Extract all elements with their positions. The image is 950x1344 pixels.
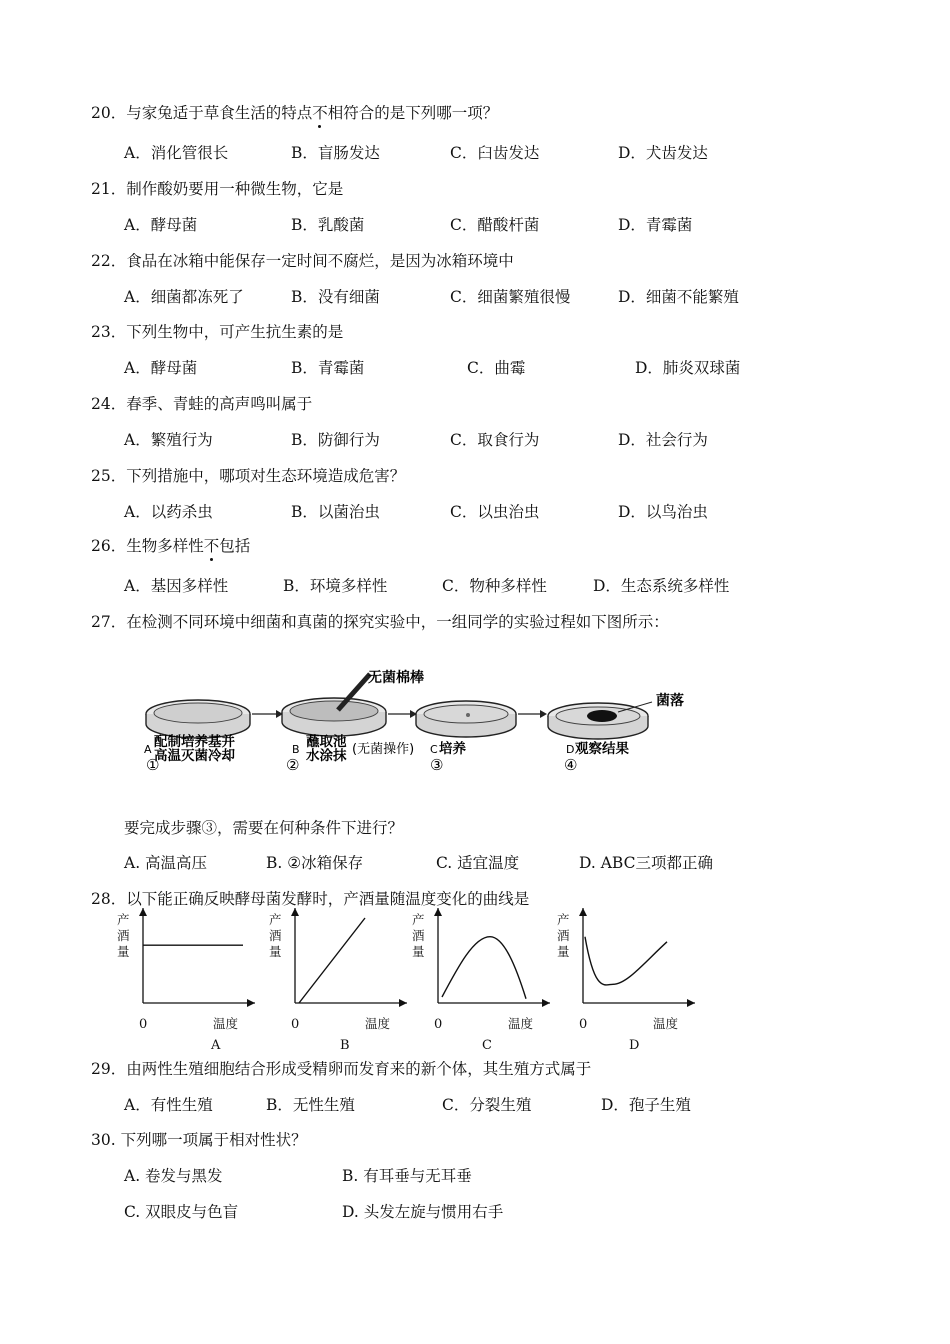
option-c[interactable]: C．细菌繁殖很慢 (450, 288, 571, 306)
option-b[interactable]: B．环境多样性 (283, 577, 388, 595)
y-axis-arrow (434, 908, 442, 916)
y-axis-arrow (139, 908, 147, 916)
question-21: 21．制作酸奶要用一种微生物，它是 (91, 180, 344, 198)
step-b-line1: 蘸取池 (306, 734, 347, 750)
y-axis-label-char: 酒 (269, 928, 282, 943)
chart-caption: D (629, 1038, 640, 1053)
option-c[interactable]: C．曲霉 (467, 359, 526, 377)
option-b[interactable]: B．乳酸菌 (291, 216, 365, 234)
options-20 (124, 141, 884, 163)
petri-dish-d (548, 702, 652, 739)
option-a[interactable]: A．基因多样性 (124, 577, 229, 595)
curve-c (442, 937, 526, 999)
option-c[interactable]: C．醋酸杆菌 (450, 216, 540, 234)
origin-label: 0 (579, 1017, 588, 1032)
option-b[interactable]: B．没有细菌 (291, 288, 380, 306)
origin-label: 0 (434, 1017, 443, 1032)
x-axis-label: 温度 (365, 1016, 391, 1031)
option-b[interactable]: B．以菌治虫 (291, 503, 380, 521)
step-num-2: ② (286, 756, 300, 774)
question-28: 28．以下能正确反映酵母菌发酵时，产酒量随温度变化的曲线是 (91, 890, 530, 908)
option-a[interactable]: A. 高温高压 (124, 854, 208, 872)
step-a-line1: 配制培养基并 (154, 734, 235, 750)
curve-d (585, 937, 667, 985)
option-c[interactable]: C．分裂生殖 (442, 1096, 532, 1114)
option-c[interactable]: C．以虫治虫 (450, 503, 540, 521)
y-axis-label-char: 酒 (412, 928, 425, 943)
question-26 (91, 534, 250, 556)
option-d[interactable]: D．生态系统多样性 (593, 577, 730, 595)
option-d[interactable]: D．犬齿发达 (618, 144, 708, 162)
colony (587, 710, 617, 722)
option-b[interactable]: B．防御行为 (291, 431, 380, 449)
x-axis-label: 温度 (213, 1016, 239, 1031)
y-axis-label-char: 量 (269, 944, 282, 959)
x-axis-arrow (399, 999, 407, 1007)
step-b-note: (无菌操作) (352, 742, 415, 757)
colony-label: 菌落 (656, 693, 684, 709)
petri-dish-c (416, 701, 516, 737)
question-22: 22．食品在冰箱中能保存一定时间不腐烂，是因为冰箱环境中 (91, 252, 514, 270)
x-axis-arrow (542, 999, 550, 1007)
y-axis-label-char: 量 (412, 944, 425, 959)
option-a[interactable]: A．以药杀虫 (124, 503, 213, 521)
question-29: 29．由两性生殖细胞结合形成受精卵而发育来的新个体，其生殖方式属于 (91, 1060, 592, 1078)
question-25: 25．下列措施中，哪项对生态环境造成危害？ (91, 467, 406, 485)
option-d[interactable]: D．肺炎双球菌 (635, 359, 741, 377)
step-letter-a: A (144, 743, 152, 756)
y-axis-label-char: 酒 (557, 928, 570, 943)
options-21 (124, 213, 884, 235)
y-axis-arrow (291, 908, 299, 916)
option-a[interactable]: A．细菌都冻死了 (124, 288, 244, 306)
question-text: 26．生物多样性 (91, 537, 204, 555)
options-30-row1 (124, 1164, 884, 1186)
option-a[interactable]: A．有性生殖 (124, 1096, 213, 1114)
y-axis-label-char: 产 (269, 912, 282, 927)
question-27-sub: 要完成步骤③，需要在何种条件下进行？ (124, 819, 404, 837)
chart-caption: A (211, 1038, 221, 1053)
option-a[interactable]: A. 卷发与黑发 (124, 1167, 223, 1185)
step-b-line2: 水涂抹 (306, 748, 347, 764)
emphasis-mark: 不 (203, 537, 220, 555)
step-letter-b: B (292, 743, 300, 756)
swab-label: 无菌棉棒 (368, 670, 424, 686)
step-c-line1: 培养 (439, 741, 466, 757)
options-25 (124, 500, 884, 522)
step-num-4: ④ (564, 756, 578, 774)
x-axis-label: 温度 (653, 1016, 679, 1031)
option-d[interactable]: D．社会行为 (618, 431, 708, 449)
question-text: 20．与家兔适于草食生活的特点 (91, 104, 313, 122)
x-axis-label: 温度 (508, 1016, 534, 1031)
question-30: 30. 下列哪一项属于相对性状？ (91, 1131, 307, 1149)
question-text: 包括 (219, 537, 251, 555)
emphasis-mark: 不 (312, 104, 328, 122)
options-26 (124, 574, 884, 596)
options-29 (124, 1093, 884, 1115)
question-23: 23．下列生物中，可产生抗生素的是 (91, 323, 344, 341)
arrow-head (540, 710, 547, 718)
option-a[interactable]: A．繁殖行为 (124, 431, 213, 449)
x-axis-arrow (247, 999, 255, 1007)
curve-b (299, 918, 365, 1003)
option-d[interactable]: D．细菌不能繁殖 (618, 288, 739, 306)
step-num-1: ① (146, 756, 160, 774)
y-axis-label-char: 量 (117, 944, 130, 959)
options-30-row2 (124, 1200, 884, 1222)
y-axis-label-char: 产 (412, 912, 425, 927)
question-text: 相符合的是下列哪一项？ (327, 104, 499, 122)
option-c[interactable]: C. 适宜温度 (436, 854, 520, 872)
step-letter-d: D (566, 743, 575, 756)
chart-caption: C (482, 1038, 492, 1053)
option-c[interactable]: C．臼齿发达 (450, 144, 540, 162)
y-axis-label-char: 产 (117, 912, 130, 927)
y-axis-label-char: 酒 (117, 928, 130, 943)
option-d[interactable]: D．孢子生殖 (601, 1096, 691, 1114)
curve-charts (0, 900, 950, 1060)
option-a[interactable]: A．消化管很长 (124, 144, 229, 162)
options-27 (124, 851, 884, 873)
option-c[interactable]: C. 双眼皮与色盲 (124, 1203, 239, 1221)
option-b[interactable]: B. 有耳垂与无耳垂 (342, 1167, 472, 1185)
question-20 (91, 101, 498, 123)
experiment-figure (140, 660, 700, 780)
option-d[interactable]: D．青霉菌 (618, 216, 693, 234)
step-d-line1: 观察结果 (575, 741, 629, 757)
question-27: 27．在检测不同环境中细菌和真菌的探究实验中，一组同学的实验过程如下图所示： (91, 613, 669, 631)
option-a[interactable]: A．酵母菌 (124, 359, 198, 377)
option-b[interactable]: B．无性生殖 (266, 1096, 355, 1114)
x-axis-arrow (687, 999, 695, 1007)
question-24: 24．春季、青蛙的高声鸣叫属于 (91, 395, 313, 413)
option-a[interactable]: A．酵母菌 (124, 216, 198, 234)
option-b[interactable]: B．盲肠发达 (291, 144, 380, 162)
option-b[interactable]: B．青霉菌 (291, 359, 365, 377)
y-axis-label-char: 量 (557, 944, 570, 959)
option-b[interactable]: B. ②冰箱保存 (266, 854, 364, 872)
option-c[interactable]: C．物种多样性 (442, 577, 547, 595)
origin-label: 0 (291, 1017, 300, 1032)
petri-dish-a (146, 700, 250, 738)
options-22 (124, 285, 884, 307)
option-c[interactable]: C．取食行为 (450, 431, 540, 449)
y-axis-label-char: 产 (557, 912, 570, 927)
option-d[interactable]: D. 头发左旋与惯用右手 (342, 1203, 504, 1221)
step-num-3: ③ (430, 756, 444, 774)
step-a-line2: 高温灭菌冷却 (154, 748, 235, 764)
step-letter-c: C (430, 743, 438, 756)
option-d[interactable]: D．以鸟治虫 (618, 503, 708, 521)
chart-caption: B (340, 1038, 350, 1053)
option-d[interactable]: D. ABC三项都正确 (579, 854, 713, 872)
origin-label: 0 (139, 1017, 148, 1032)
options-24 (124, 428, 884, 450)
options-23 (124, 356, 884, 378)
y-axis-arrow (579, 908, 587, 916)
